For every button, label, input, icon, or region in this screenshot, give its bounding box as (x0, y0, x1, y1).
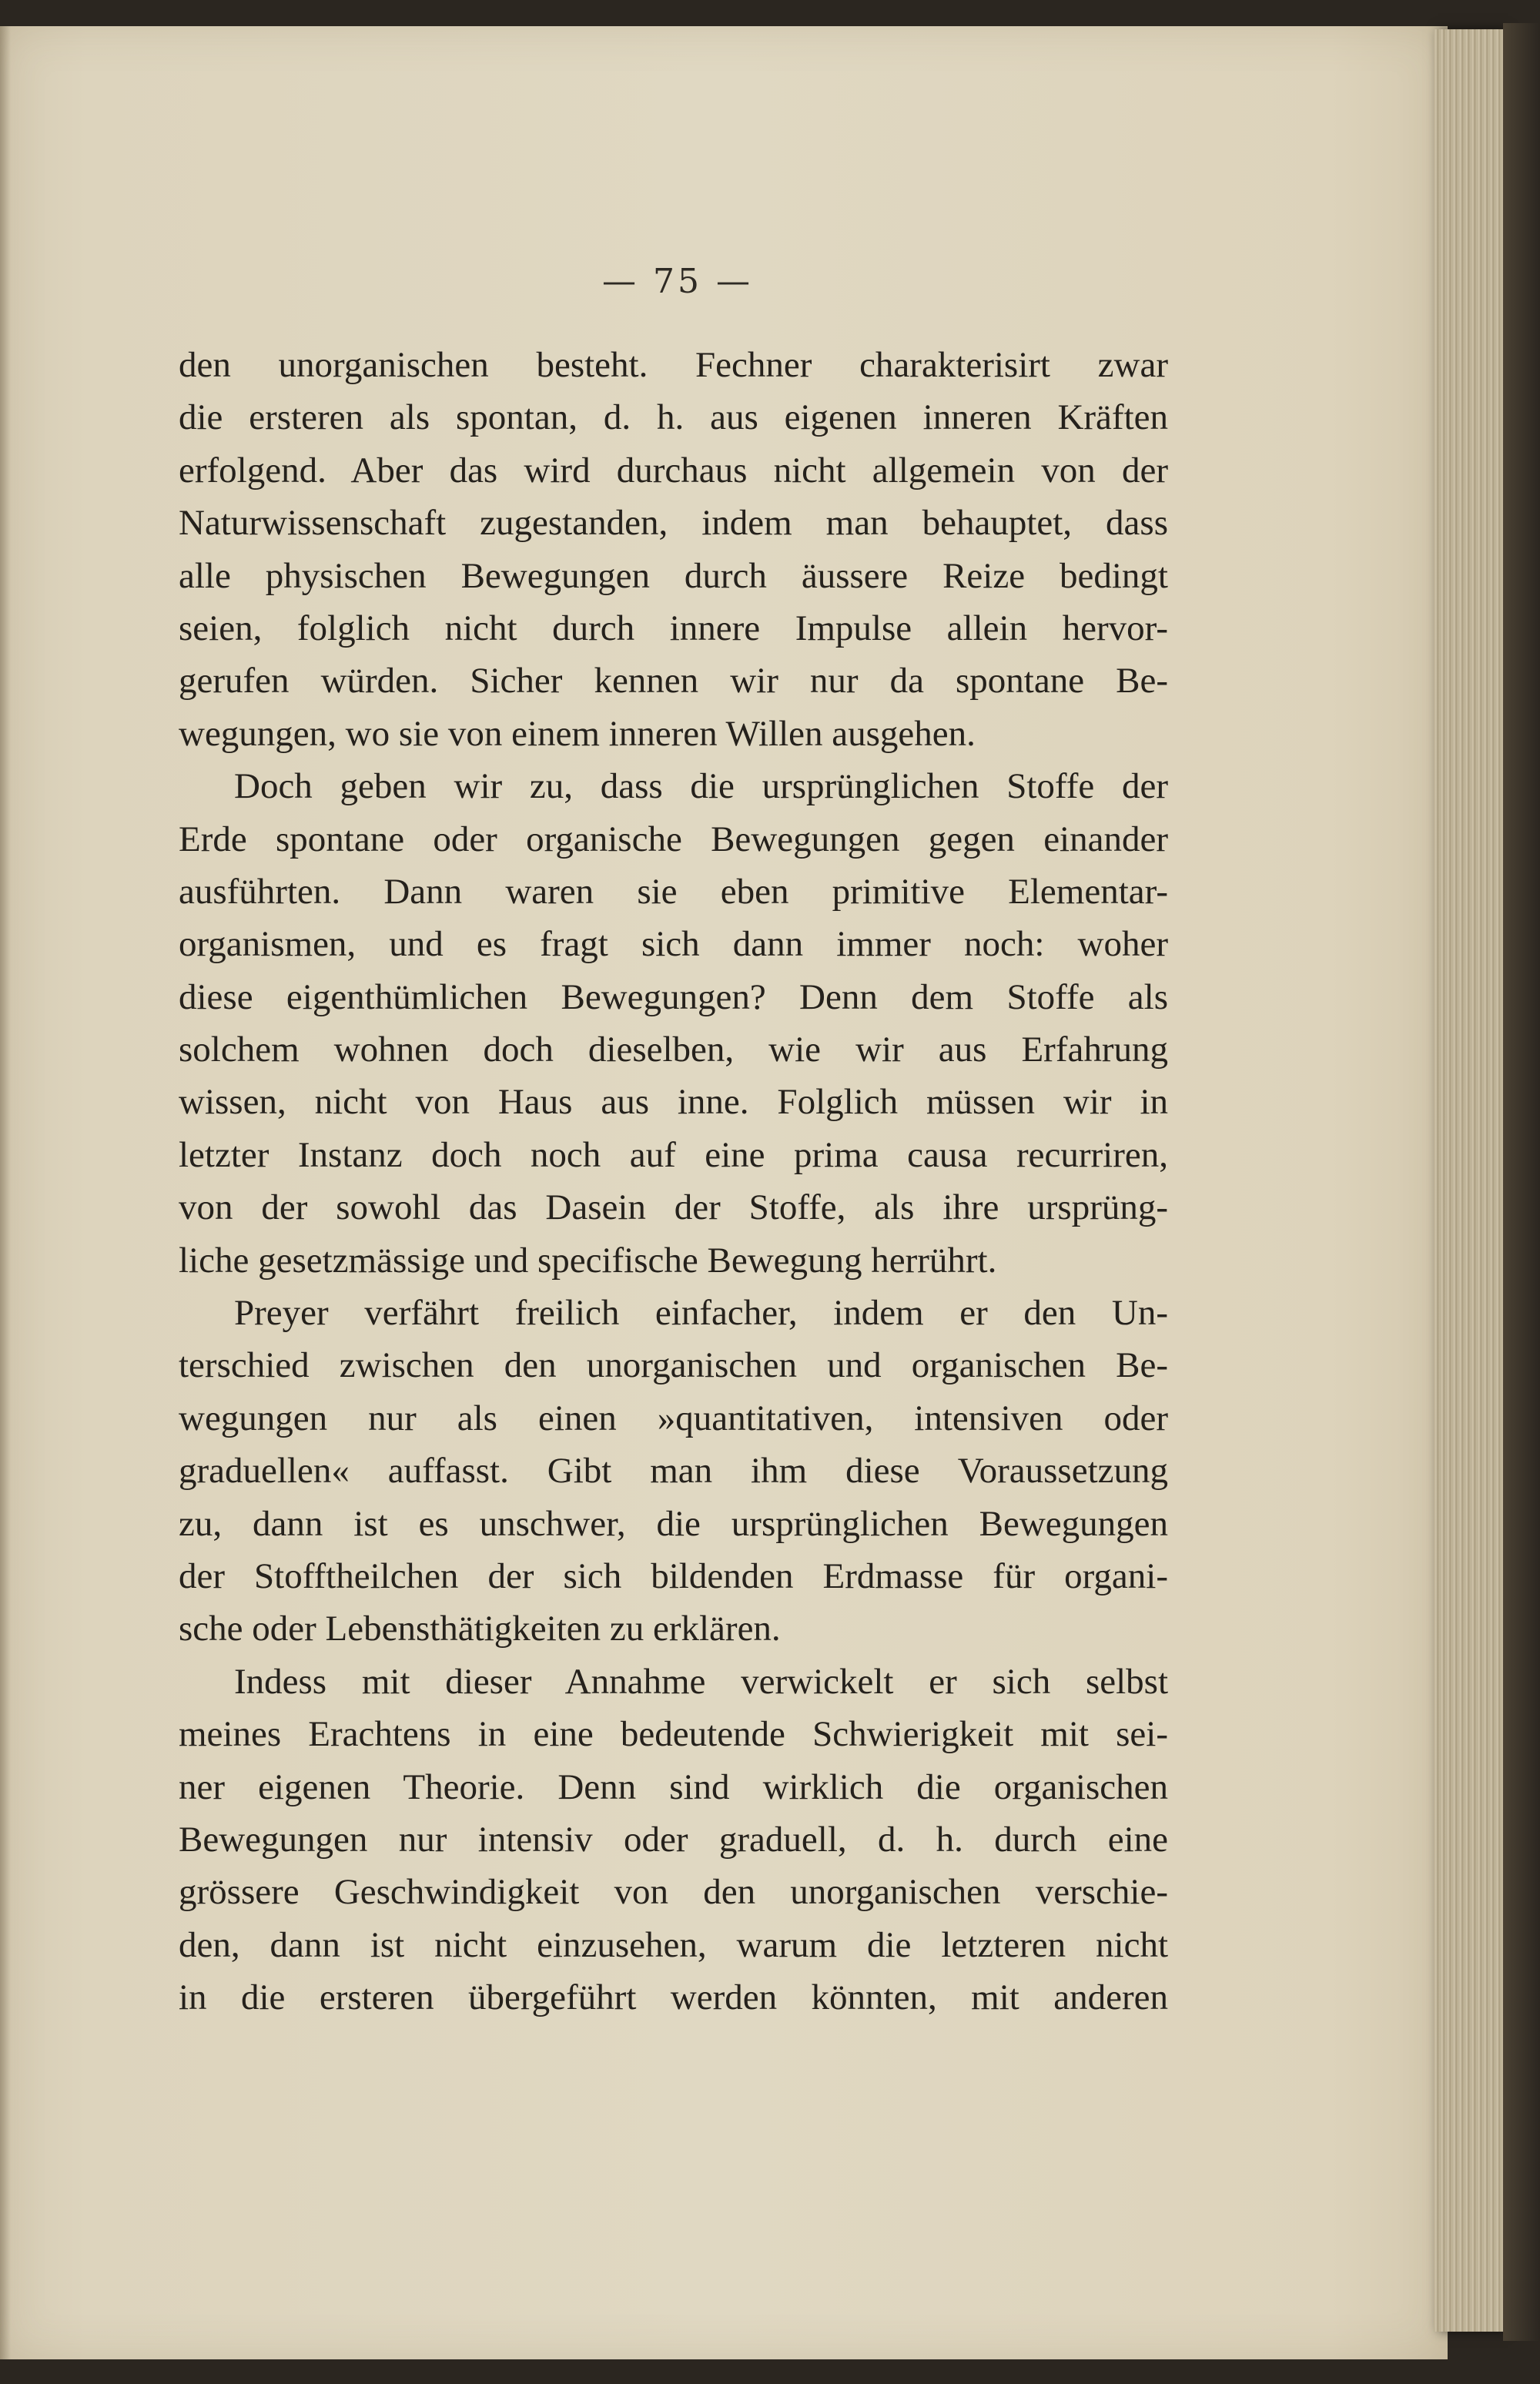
text-line: liche gesetzmässige und specifische Bewegung herrührt. (179, 1240, 997, 1281)
text-line: die ersteren als spontan, d. h. aus eigenen inneren Kräften (179, 397, 1168, 438)
text-line: solchem wohnen doch dieselben, wie wir aus Erfahrung (179, 1030, 1168, 1070)
text-line: der Stofftheilchen der sich bildenden Erdmasse für organi- (179, 1555, 1168, 1596)
text-line: alle physischen Bewegungen durch äussere Reize bedingt (179, 555, 1168, 596)
text-line: wegungen nur als einen »quantitativen, intensiven oder (179, 1398, 1168, 1438)
text-line: wegungen, wo sie von einem inneren Willen ausgehen. (179, 713, 976, 754)
text-line: Indess mit dieser Annahme verwickelt er sich selbst (234, 1661, 1168, 1702)
text-line: ner eigenen Theorie. Denn sind wirklich die organischen (179, 1766, 1168, 1807)
text-line: Bewegungen nur intensiv oder graduell, d. h. durch eine (179, 1819, 1168, 1860)
text-line: sche oder Lebensthätigkeiten zu erklären. (179, 1609, 781, 1649)
text-line: in die ersteren übergeführt werden könnten, mit anderen (179, 1977, 1168, 2018)
text-line: diese eigenthümlichen Bewegungen? Denn dem Stoffe als (179, 976, 1168, 1017)
text-line: terschied zwischen den unorganischen und organischen Be- (179, 1345, 1168, 1386)
gutter-shadow (0, 26, 11, 2359)
page-number: — 75 — (602, 262, 753, 301)
text-line: erfolgend. Aber das wird durchaus nicht allgemein von der (179, 450, 1168, 491)
text-line: graduellen« auffasst. Gibt man ihm diese Voraussetzung (179, 1451, 1168, 1492)
text-line: zu, dann ist es unschwer, die ursprünglichen Bewegungen (179, 1503, 1168, 1544)
text-line: organismen, und es fragt sich dann immer noch: woher (179, 924, 1168, 965)
text-line: gerufen würden. Sicher kennen wir nur da spontane Be- (179, 661, 1168, 701)
text-line: grössere Geschwindigkeit von den unorganischen verschie- (179, 1872, 1168, 1913)
page-edges (1434, 29, 1503, 2332)
text-line: Preyer verfährt freilich einfacher, indem er den Un- (234, 1293, 1168, 1334)
body-text (179, 339, 1168, 2024)
text-line: Erde spontane oder organische Bewegungen gegen einander (179, 819, 1168, 859)
text-line: Doch geben wir zu, dass die ursprünglichen Stoffe der (234, 766, 1168, 807)
text-line: letzter Instanz doch noch auf eine prima causa recurriren, (179, 1134, 1168, 1175)
text-line: seien, folglich nicht durch innere Impulse allein hervor- (179, 608, 1168, 648)
edge-shadow (1503, 23, 1540, 2341)
text-line: ausführten. Dann waren sie eben primitive Elementar- (179, 871, 1168, 912)
text-line: den, dann ist nicht einzusehen, warum die letzteren nicht (179, 1924, 1168, 1965)
text-line: Naturwissenschaft zugestanden, indem man behauptet, dass (179, 503, 1168, 544)
text-line: meines Erachtens in eine bedeutende Schwierigkeit mit sei- (179, 1714, 1168, 1755)
text-line: von der sowohl das Dasein der Stoffe, als ihre ursprüng- (179, 1187, 1168, 1228)
text-line: wissen, nicht von Haus aus inne. Folglich müssen wir in (179, 1082, 1168, 1123)
text-line: den unorganischen besteht. Fechner charakterisirt zwar (179, 345, 1168, 385)
